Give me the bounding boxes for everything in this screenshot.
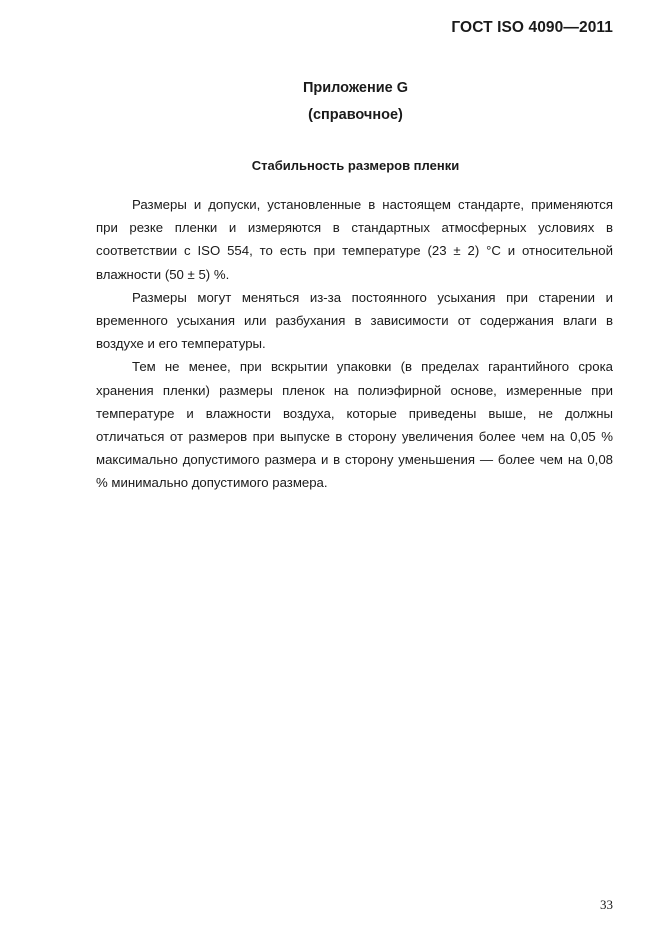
appendix-title: Приложение G <box>302 80 409 96</box>
appendix-subtitle: (справочное) <box>308 107 403 123</box>
body-text <box>96 193 613 495</box>
paragraph-dimensions-tolerances: Размеры и допуски, установленные в настоящем стандарте, применяются при резке пленки и измеряются в стандартных атмосферных условиях в соответствии с ISO 554, то есть при температуре (23 ± 2) °С и относительной влажности (50 ± 5) %. <box>96 197 613 282</box>
section-title: Стабильность размеров пленки <box>251 158 460 173</box>
document-code-header: ГОСТ ISO 4090—2011 <box>451 19 613 36</box>
paragraph-polyester-limits: Тем не менее, при вскрытии упаковки (в пределах гарантийного срока хранения пленки) размеры пленок на полиэфирной основе, измеренные при температуре и влажности воздуха, которые приведены выше, не должны отличаться от размеров при выпуске в сторону увеличения более чем на 0,05 % максимально допустимого размера и в сторону уменьшения — более чем на 0,08 % минимально допустимого размера. <box>96 359 613 491</box>
paragraph-shrinkage: Размеры могут меняться из-за постоянного усыхания при старении и временного усыхания или разбухания в зависимости от содержания влаги в воздухе и его температуры. <box>96 289 613 352</box>
page-number: 33 <box>600 897 613 912</box>
